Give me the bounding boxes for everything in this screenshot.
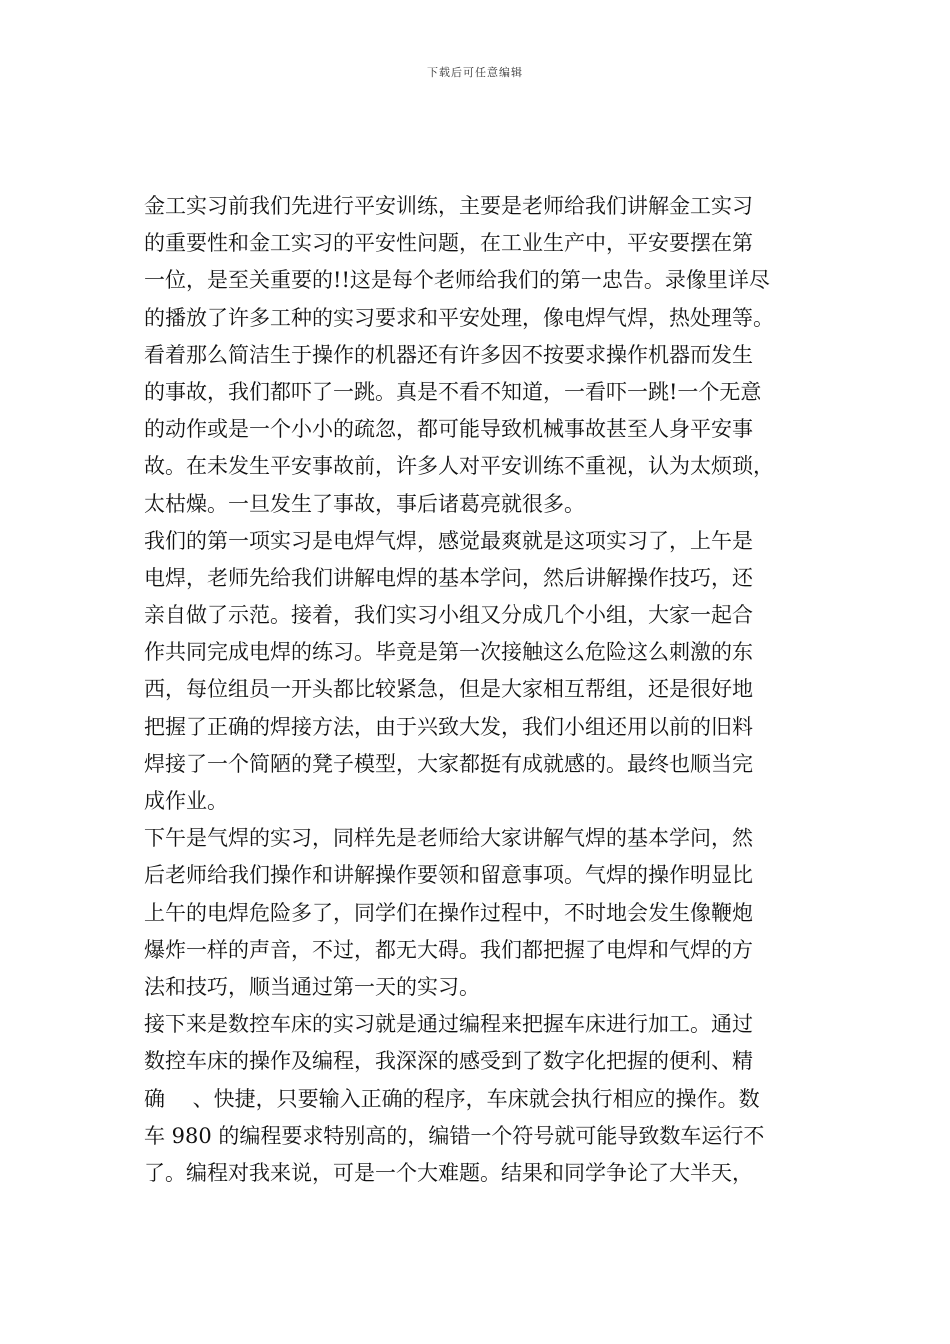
text-line: 上午的电焊危险多了，同学们在操作过程中，不时地会发生像鞭炮 [144, 900, 753, 925]
header-note: 下载后可任意编辑 [427, 66, 523, 79]
text-line: 作共同完成电焊的练习。毕竟是第一次接触这么危险这么刺激的东 [144, 640, 753, 665]
text-line: 车 980 的编程要求特别高的，编错一个符号就可能导致数车运行不 [144, 1123, 765, 1148]
text-line: 看着那么简洁生于操作的机器还有许多因不按要求操作机器而发生 [144, 342, 753, 367]
text-line: 的动作或是一个小小的疏忽，都可能导致机械事故甚至人身平安事 [144, 417, 753, 442]
text-line: 法和技巧，顺当通过第一天的实习。 [144, 974, 480, 999]
text-line: 一位，是至关重要的!!这是每个老师给我们的第一忠告。录像里详尽 [144, 268, 770, 293]
text-line: 接下来是数控车床的实习就是通过编程来把握车床进行加工。通过 [144, 1012, 753, 1037]
text-line: 的重要性和金工实习的平安性问题，在工业生产中，平安要摆在第 [144, 231, 753, 256]
text-line: 数控车床的操作及编程，我深深的感受到了数字化把握的便利、精 [144, 1049, 753, 1074]
text-line: 我们的第一项实习是电焊气焊，感觉最爽就是这项实习了，上午是 [144, 528, 753, 553]
text-line: 的事故，我们都吓了一跳。真是不看不知道，一看吓一跳!一个无意 [144, 379, 762, 404]
text-line: 故。在未发生平安事故前，许多人对平安训练不重视，认为太烦琐， [144, 454, 774, 479]
text-line: 电焊，老师先给我们讲解电焊的基本学问，然后讲解操作技巧，还 [144, 565, 753, 590]
text-line: 把握了正确的焊接方法，由于兴致大发，我们小组还用以前的旧料 [144, 714, 753, 739]
text-line: 后老师给我们操作和讲解操作要领和留意事项。气焊的操作明显比 [144, 863, 753, 888]
document-body [144, 188, 814, 1192]
text-line: 下午是气焊的实习，同样先是老师给大家讲解气焊的基本学问，然 [144, 826, 753, 851]
text-line: 金工实习前我们先进行平安训练，主要是老师给我们讲解金工实习 [144, 194, 753, 218]
text-line: 太枯燥。一旦发生了事故，事后诸葛亮就很多。 [144, 491, 585, 516]
text-line: 焊接了一个简陋的凳子模型，大家都挺有成就感的。最终也顺当完 [144, 751, 753, 776]
text-line: 西，每位组员一开头都比较紧急，但是大家相互帮组，还是很好地 [144, 677, 753, 702]
text-line: 亲自做了示范。接着，我们实习小组又分成几个小组，大家一起合 [144, 603, 753, 628]
text-line: 成作业。 [144, 789, 228, 813]
text-line: 爆炸一样的声音，不过，都无大碍。我们都把握了电焊和气焊的方 [144, 937, 753, 962]
text-line: 确 、快捷，只要输入正确的程序，车床就会执行相应的操作。数 [144, 1086, 760, 1111]
text-line: 了。编程对我来说，可是一个大难题。结果和同学争论了大半天， [144, 1160, 753, 1185]
text-line: 的播放了许多工种的实习要求和平安处理，像电焊气焊，热处理等。 [144, 305, 774, 330]
